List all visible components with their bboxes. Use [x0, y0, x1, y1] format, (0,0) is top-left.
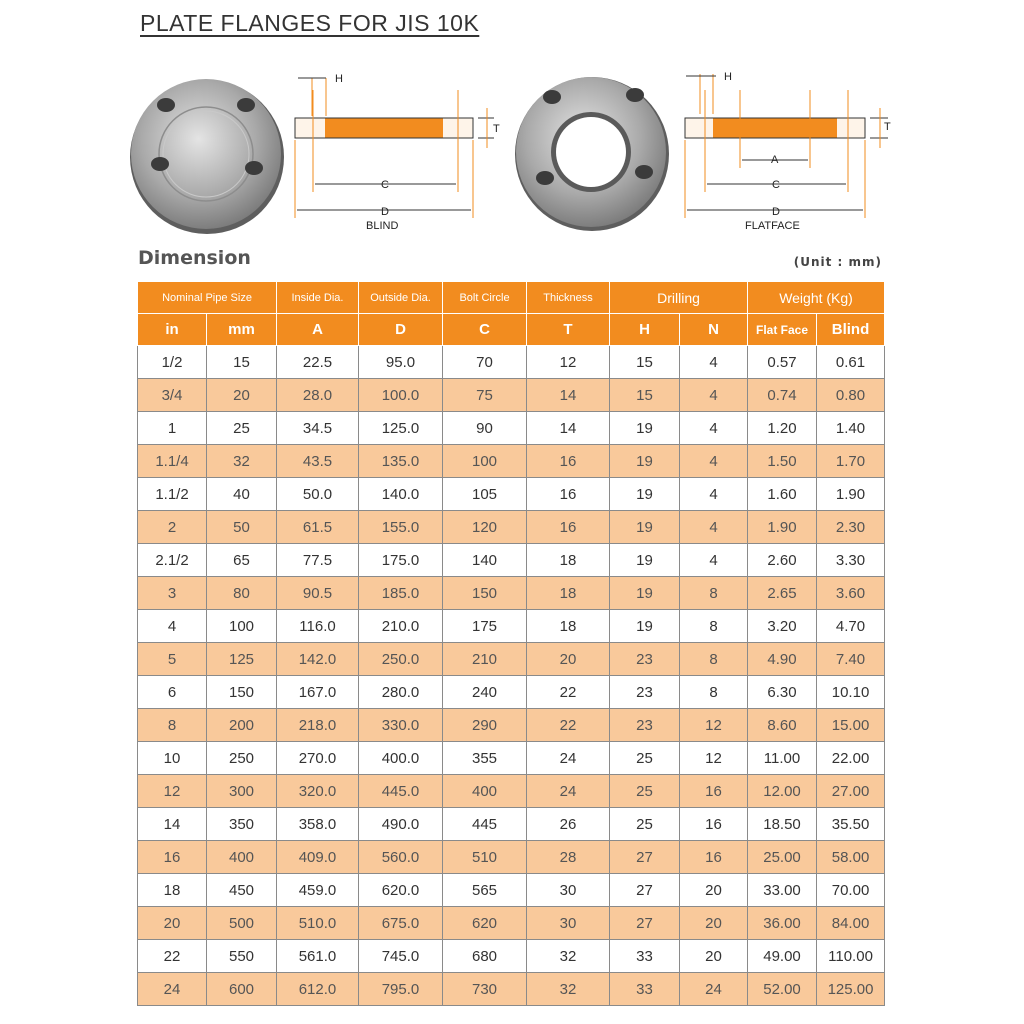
blind-d-label: D: [381, 206, 389, 218]
table-cell: 445: [443, 808, 527, 841]
table-cell: 32: [207, 445, 277, 478]
table-cell: 218.0: [277, 709, 359, 742]
table-cell: 16: [680, 808, 748, 841]
table-row: [138, 775, 885, 808]
table-cell: 19: [610, 544, 680, 577]
table-cell: 730: [443, 973, 527, 1006]
table-cell: 20: [680, 874, 748, 907]
table-cell: 620.0: [359, 874, 443, 907]
table-row: [138, 577, 885, 610]
table-row: [138, 346, 885, 379]
table-cell: 4: [680, 346, 748, 379]
table-row: [138, 511, 885, 544]
header-a: A: [277, 314, 359, 346]
table-cell: 409.0: [277, 841, 359, 874]
flatface-h-label: H: [724, 71, 732, 83]
table-cell: 16: [680, 841, 748, 874]
dimension-table-body: [138, 346, 885, 1006]
table-cell: 23: [610, 676, 680, 709]
table-cell: 4: [138, 610, 207, 643]
table-cell: 22.00: [817, 742, 885, 775]
table-cell: 745.0: [359, 940, 443, 973]
table-cell: 142.0: [277, 643, 359, 676]
table-cell: 2: [138, 511, 207, 544]
table-cell: 3/4: [138, 379, 207, 412]
table-cell: 80: [207, 577, 277, 610]
table-cell: 3.60: [817, 577, 885, 610]
table-row: [138, 940, 885, 973]
table-cell: 560.0: [359, 841, 443, 874]
table-cell: 84.00: [817, 907, 885, 940]
table-cell: 500: [207, 907, 277, 940]
table-cell: 19: [610, 610, 680, 643]
table-cell: 40: [207, 478, 277, 511]
table-cell: 4: [680, 544, 748, 577]
table-cell: 8.60: [748, 709, 817, 742]
flatface-flange-image: [515, 77, 669, 231]
table-cell: 18.50: [748, 808, 817, 841]
table-cell: 510.0: [277, 907, 359, 940]
table-cell: 58.00: [817, 841, 885, 874]
table-row: [138, 478, 885, 511]
header-d: D: [359, 314, 443, 346]
table-cell: 2.60: [748, 544, 817, 577]
header-drilling: Drilling: [610, 282, 748, 314]
table-cell: 6.30: [748, 676, 817, 709]
flatface-caption: FLATFACE: [745, 220, 800, 232]
table-cell: 1.70: [817, 445, 885, 478]
table-cell: 90.5: [277, 577, 359, 610]
table-cell: 20: [138, 907, 207, 940]
section-title: Dimension: [138, 247, 251, 269]
table-cell: 34.5: [277, 412, 359, 445]
table-cell: 18: [138, 874, 207, 907]
table-cell: 23: [610, 709, 680, 742]
blind-flange-section: [295, 73, 500, 232]
table-row: [138, 445, 885, 478]
table-row: [138, 907, 885, 940]
table-cell: 8: [680, 676, 748, 709]
table-cell: 450: [207, 874, 277, 907]
table-cell: 14: [527, 412, 610, 445]
table-cell: 12: [680, 709, 748, 742]
table-cell: 280.0: [359, 676, 443, 709]
table-cell: 22: [138, 940, 207, 973]
table-row: [138, 379, 885, 412]
table-cell: 18: [527, 544, 610, 577]
table-cell: 100: [207, 610, 277, 643]
table-cell: 620: [443, 907, 527, 940]
header-nominal: Nominal Pipe Size: [138, 282, 277, 314]
table-cell: 350: [207, 808, 277, 841]
table-cell: 22: [527, 676, 610, 709]
table-cell: 20: [680, 907, 748, 940]
table-cell: 1.20: [748, 412, 817, 445]
table-cell: 680: [443, 940, 527, 973]
table-cell: 33: [610, 940, 680, 973]
table-cell: 33: [610, 973, 680, 1006]
table-cell: 140: [443, 544, 527, 577]
table-cell: 4: [680, 445, 748, 478]
table-row: [138, 544, 885, 577]
flatface-d-label: D: [772, 206, 780, 218]
table-cell: 8: [680, 610, 748, 643]
header-weight: Weight (Kg): [748, 282, 885, 314]
table-cell: 565: [443, 874, 527, 907]
table-cell: 4: [680, 478, 748, 511]
header-row-columns: [138, 314, 885, 346]
table-cell: 15: [610, 379, 680, 412]
table-cell: 22.5: [277, 346, 359, 379]
table-cell: 75: [443, 379, 527, 412]
table-cell: 19: [610, 412, 680, 445]
table-cell: 18: [527, 610, 610, 643]
table-cell: 240: [443, 676, 527, 709]
table-cell: 8: [680, 577, 748, 610]
header-mm: mm: [207, 314, 277, 346]
table-cell: 561.0: [277, 940, 359, 973]
header-n: N: [680, 314, 748, 346]
table-cell: 28.0: [277, 379, 359, 412]
table-cell: 8: [138, 709, 207, 742]
table-cell: 400.0: [359, 742, 443, 775]
table-cell: 49.00: [748, 940, 817, 973]
table-cell: 15: [610, 346, 680, 379]
table-cell: 105: [443, 478, 527, 511]
table-cell: 110.00: [817, 940, 885, 973]
table-cell: 12: [138, 775, 207, 808]
table-cell: 459.0: [277, 874, 359, 907]
table-cell: 1.60: [748, 478, 817, 511]
table-cell: 11.00: [748, 742, 817, 775]
header-blind: Blind: [817, 314, 885, 346]
blind-caption: BLIND: [366, 220, 399, 232]
table-cell: 795.0: [359, 973, 443, 1006]
table-cell: 150: [207, 676, 277, 709]
table-cell: 77.5: [277, 544, 359, 577]
table-cell: 3.30: [817, 544, 885, 577]
dimension-table: [137, 281, 885, 1006]
table-cell: 300: [207, 775, 277, 808]
table-row: [138, 841, 885, 874]
table-cell: 600: [207, 973, 277, 1006]
table-cell: 32: [527, 940, 610, 973]
table-cell: 36.00: [748, 907, 817, 940]
table-cell: 125: [207, 643, 277, 676]
table-cell: 100: [443, 445, 527, 478]
table-cell: 675.0: [359, 907, 443, 940]
table-cell: 358.0: [277, 808, 359, 841]
table-cell: 1.40: [817, 412, 885, 445]
table-cell: 70.00: [817, 874, 885, 907]
page-title: PLATE FLANGES FOR JIS 10K: [140, 10, 480, 36]
table-cell: 26: [527, 808, 610, 841]
table-cell: 65: [207, 544, 277, 577]
table-cell: 445.0: [359, 775, 443, 808]
table-cell: 4: [680, 511, 748, 544]
table-cell: 4.70: [817, 610, 885, 643]
table-cell: 167.0: [277, 676, 359, 709]
table-cell: 140.0: [359, 478, 443, 511]
header-inside: Inside Dia.: [277, 282, 359, 314]
table-cell: 90: [443, 412, 527, 445]
table-cell: 4: [680, 379, 748, 412]
table-cell: 250.0: [359, 643, 443, 676]
table-cell: 16: [527, 445, 610, 478]
header-thickness: Thickness: [527, 282, 610, 314]
table-cell: 30: [527, 874, 610, 907]
table-cell: 270.0: [277, 742, 359, 775]
table-cell: 25: [610, 742, 680, 775]
table-cell: 24: [527, 775, 610, 808]
table-cell: 32: [527, 973, 610, 1006]
table-cell: 200: [207, 709, 277, 742]
table-cell: 12.00: [748, 775, 817, 808]
table-cell: 0.74: [748, 379, 817, 412]
table-row: [138, 973, 885, 1006]
table-cell: 400: [443, 775, 527, 808]
flatface-c-label: C: [772, 179, 780, 191]
unit-note: (Unit : mm): [793, 255, 882, 269]
table-cell: 1.90: [748, 511, 817, 544]
table-cell: 27: [610, 907, 680, 940]
table-cell: 24: [527, 742, 610, 775]
table-cell: 16: [527, 511, 610, 544]
table-cell: 120: [443, 511, 527, 544]
header-h: H: [610, 314, 680, 346]
table-cell: 100.0: [359, 379, 443, 412]
table-cell: 15.00: [817, 709, 885, 742]
table-cell: 7.40: [817, 643, 885, 676]
table-cell: 16: [138, 841, 207, 874]
table-cell: 19: [610, 478, 680, 511]
table-cell: 14: [527, 379, 610, 412]
table-cell: 70: [443, 346, 527, 379]
table-cell: 22: [527, 709, 610, 742]
table-cell: 10: [138, 742, 207, 775]
flange-diagrams: [0, 60, 1024, 240]
table-cell: 175: [443, 610, 527, 643]
table-cell: 210.0: [359, 610, 443, 643]
blind-flange-image: [130, 79, 284, 234]
table-row: [138, 610, 885, 643]
table-cell: 10.10: [817, 676, 885, 709]
header-flat-face: Flat Face: [748, 314, 817, 346]
table-cell: 1.90: [817, 478, 885, 511]
table-row: [138, 412, 885, 445]
header-bolt: Bolt Circle: [443, 282, 527, 314]
table-cell: 550: [207, 940, 277, 973]
table-cell: 330.0: [359, 709, 443, 742]
table-cell: 4: [680, 412, 748, 445]
table-cell: 0.80: [817, 379, 885, 412]
table-cell: 35.50: [817, 808, 885, 841]
flatface-a-label: A: [771, 154, 779, 166]
table-cell: 5: [138, 643, 207, 676]
table-cell: 61.5: [277, 511, 359, 544]
table-cell: 3.20: [748, 610, 817, 643]
table-cell: 28: [527, 841, 610, 874]
table-cell: 320.0: [277, 775, 359, 808]
table-cell: 25: [207, 412, 277, 445]
table-row: [138, 808, 885, 841]
table-cell: 400: [207, 841, 277, 874]
table-row: [138, 709, 885, 742]
table-cell: 43.5: [277, 445, 359, 478]
table-cell: 116.0: [277, 610, 359, 643]
table-row: [138, 742, 885, 775]
table-cell: 1: [138, 412, 207, 445]
table-cell: 27.00: [817, 775, 885, 808]
header-outside: Outside Dia.: [359, 282, 443, 314]
table-cell: 12: [527, 346, 610, 379]
table-cell: 210: [443, 643, 527, 676]
table-cell: 8: [680, 643, 748, 676]
table-cell: 19: [610, 511, 680, 544]
table-cell: 155.0: [359, 511, 443, 544]
table-cell: 250: [207, 742, 277, 775]
table-cell: 125.0: [359, 412, 443, 445]
table-cell: 175.0: [359, 544, 443, 577]
table-cell: 52.00: [748, 973, 817, 1006]
table-cell: 30: [527, 907, 610, 940]
blind-t-label: T: [493, 123, 500, 135]
table-cell: 25.00: [748, 841, 817, 874]
flatface-flange-section: [685, 71, 891, 232]
table-cell: 16: [680, 775, 748, 808]
table-row: [138, 643, 885, 676]
table-cell: 19: [610, 445, 680, 478]
header-c: C: [443, 314, 527, 346]
table-cell: 20: [527, 643, 610, 676]
table-cell: 1.1/4: [138, 445, 207, 478]
table-cell: 1.50: [748, 445, 817, 478]
table-cell: 27: [610, 841, 680, 874]
table-cell: 24: [138, 973, 207, 1006]
table-cell: 14: [138, 808, 207, 841]
table-cell: 15: [207, 346, 277, 379]
header-in: in: [138, 314, 207, 346]
table-cell: 1/2: [138, 346, 207, 379]
blind-h-label: H: [335, 73, 343, 85]
table-cell: 95.0: [359, 346, 443, 379]
table-cell: 20: [207, 379, 277, 412]
table-cell: 1.1/2: [138, 478, 207, 511]
table-cell: 2.1/2: [138, 544, 207, 577]
table-cell: 125.00: [817, 973, 885, 1006]
table-row: [138, 676, 885, 709]
table-cell: 16: [527, 478, 610, 511]
table-cell: 2.65: [748, 577, 817, 610]
header-t: T: [527, 314, 610, 346]
table-cell: 185.0: [359, 577, 443, 610]
table-cell: 2.30: [817, 511, 885, 544]
table-cell: 20: [680, 940, 748, 973]
table-cell: 0.61: [817, 346, 885, 379]
table-cell: 25: [610, 775, 680, 808]
table-cell: 18: [527, 577, 610, 610]
table-cell: 33.00: [748, 874, 817, 907]
table-cell: 19: [610, 577, 680, 610]
table-cell: 50.0: [277, 478, 359, 511]
table-cell: 50: [207, 511, 277, 544]
table-cell: 25: [610, 808, 680, 841]
table-row: [138, 874, 885, 907]
table-cell: 23: [610, 643, 680, 676]
table-cell: 355: [443, 742, 527, 775]
table-cell: 4.90: [748, 643, 817, 676]
table-cell: 0.57: [748, 346, 817, 379]
blind-c-label: C: [381, 179, 389, 191]
table-cell: 3: [138, 577, 207, 610]
table-cell: 135.0: [359, 445, 443, 478]
table-cell: 24: [680, 973, 748, 1006]
table-cell: 612.0: [277, 973, 359, 1006]
table-cell: 290: [443, 709, 527, 742]
table-cell: 12: [680, 742, 748, 775]
table-cell: 6: [138, 676, 207, 709]
table-cell: 150: [443, 577, 527, 610]
table-cell: 510: [443, 841, 527, 874]
table-cell: 490.0: [359, 808, 443, 841]
table-cell: 27: [610, 874, 680, 907]
header-row-groups: [138, 282, 885, 314]
flatface-t-label: T: [884, 121, 891, 133]
